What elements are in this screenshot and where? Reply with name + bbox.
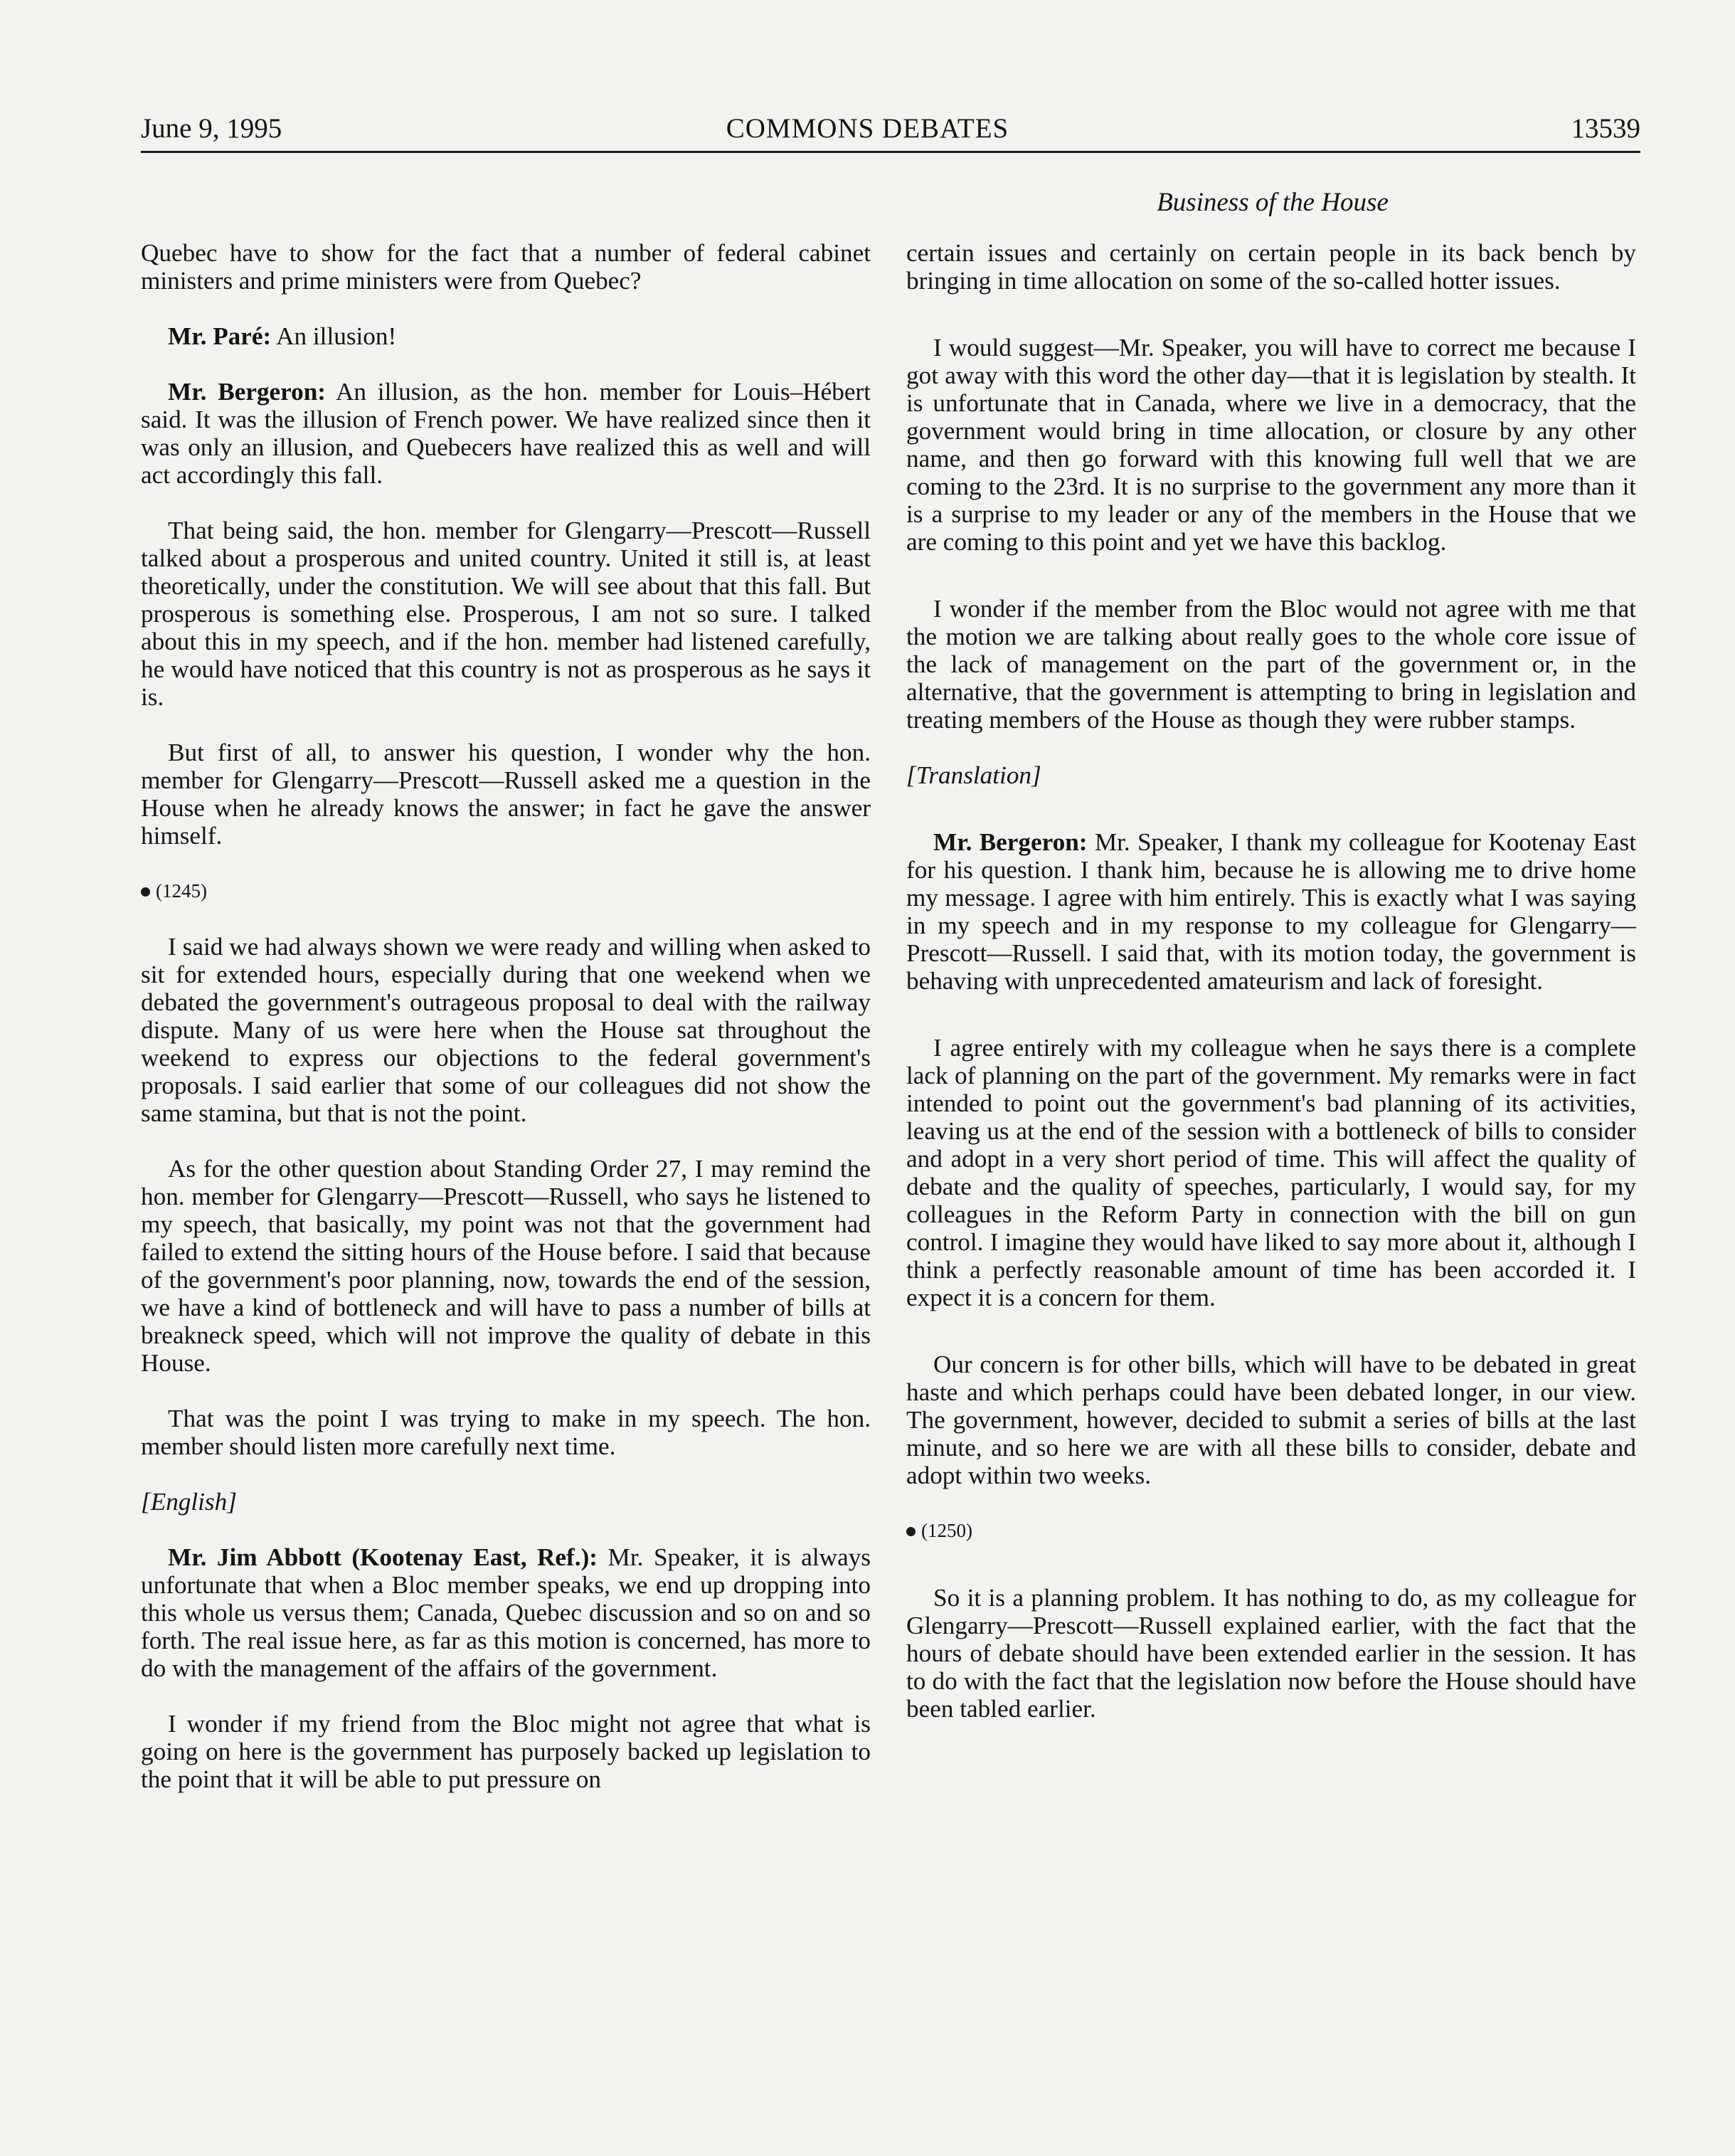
time-marker — [906, 1517, 1636, 1545]
language-marker: [English] — [141, 1488, 237, 1516]
bullet-icon — [141, 887, 150, 897]
speaker-name: Mr. Bergeron: — [933, 828, 1088, 856]
language-name: Translation — [916, 761, 1032, 789]
paragraph: I agree entirely with my colleague when he says there is a complete lack of planning on the part of the government. My remarks were in fact intended to point out the government's bad planning of its activities, leaving us at the end of the session with a bottleneck of bills to consider and adopt in a very short period of time. This will affect the quality of debate and the quality of speeches, particularly, I would say, for my colleagues in the Reform Party in connection with the bill on gun control. I imagine they would have liked to say more about it, although I think a perfectly reasonable amount of time has been accorded it. I expect it is a concern for them. — [906, 1034, 1636, 1311]
speaker-name: Mr. Bergeron: — [168, 378, 327, 406]
section-title: Business of the House — [1157, 188, 1389, 217]
paragraph: That was the point I was trying to make in my speech. The hon. member should listen more carefully next time. — [141, 1405, 871, 1460]
speech-text: An illusion! — [271, 322, 397, 350]
paragraph: Quebec have to show for the fact that a number of federal cabinet ministers and prime ministers were from Quebec? — [141, 239, 871, 295]
paragraph — [141, 378, 871, 489]
paragraph: That being said, the hon. member for Glengarry—Prescott—Russell talked about a prosperous and united country. United it still is, at least theoretically, under the constitution. We will see about that this fall. But prosperous is something else. Prosperous, I am not so sure. I talked about this in my speech, and if the hon. member had listened carefully, he would have noticed that this country is not as prosperous as he says it is. — [141, 517, 871, 711]
time-marker-text: (1250) — [921, 1520, 972, 1541]
time-marker — [141, 877, 871, 905]
paragraph: But first of all, to answer his question, I wonder why the hon. member for Glengarry—Prescott—Russell asked me a question in the House when he already knows the answer; in fact he gave the answer himself. — [141, 739, 871, 850]
time-marker-text: (1245) — [156, 880, 207, 902]
speech-text: An illusion, as the hon. member for Louis–Hébert said. It was the illusion of French power. We have realized since then it was only an illusion, and Quebecers have realized this as well and will act accordingly this fall. — [141, 378, 871, 489]
paragraph: Our concern is for other bills, which will have to be debated in great haste and which perhaps could have been debated longer, in our view. The government, however, decided to submit a series of bills at the last minute, and so here we are with all these bills to consider, debate and adopt within two weeks. — [906, 1351, 1636, 1489]
left-column — [141, 239, 871, 1821]
paragraph — [141, 322, 871, 350]
language-marker: [Translation] — [906, 761, 1041, 789]
header-page-number: 13539 — [1571, 113, 1640, 144]
language-name: English — [150, 1488, 228, 1516]
bullet-icon — [906, 1527, 916, 1536]
paragraph: I would suggest—Mr. Speaker, you will have to correct me because I got away with this word the other day—that it is legislation by stealth. It is unfortunate that in Canada, where we live in a democracy, that the government would bring in time allocation, or closure by any other name, and then go forward with this knowing full well that we are coming to the 23rd. It is no surprise to the government any more than it is a surprise to my leader or any of the members in the House that we are coming to this point and yet we have this backlog. — [906, 334, 1636, 556]
header-date: June 9, 1995 — [141, 113, 282, 144]
paragraph: certain issues and certainly on certain people in its back bench by bringing in time allocation on some of the so-called hotter issues. — [906, 239, 1636, 295]
header-title: COMMONS DEBATES — [726, 113, 1009, 144]
paragraph — [141, 1543, 871, 1682]
speech-text: Mr. Speaker, it is always unfortunate that when a Bloc member speaks, we end up dropping into this whole us versus them; Canada, Quebec discussion and so on and so forth. The real issue here, as far as this motion is concerned, has more to do with the management of the affairs of the government. — [141, 1543, 871, 1682]
header-rule — [141, 151, 1640, 153]
speaker-name: Mr. Paré: — [168, 322, 272, 350]
paragraph — [906, 828, 1636, 995]
right-column — [906, 239, 1636, 1750]
paragraph: So it is a planning problem. It has nothing to do, as my colleague for Glengarry—Prescott—Russell explained earlier, with the fact that the hours of debate should have been extended earlier in the session. It has to do with the fact that the legislation now before the House should have been tabled earlier. — [906, 1584, 1636, 1723]
speaker-name: Mr. Jim Abbott (Kootenay East, Ref.): — [168, 1543, 598, 1571]
paragraph: I wonder if my friend from the Bloc might not agree that what is going on here is the government has purposely backed up legislation to the point that it will be able to put pressure on — [141, 1710, 871, 1793]
paragraph: I said we had always shown we were ready and willing when asked to sit for extended hours, especially during that one weekend when we debated the government's outrageous proposal to deal with the railway dispute. Many of us were here when the House sat throughout the weekend to express our objections to the federal government's proposals. I said earlier that some of our colleagues did not show the same stamina, but that is not the point. — [141, 933, 871, 1127]
speech-text: Mr. Speaker, I thank my colleague for Kootenay East for his question. I thank him, because he is allowing me to drive home my message. I agree with him entirely. This is exactly what I was saying in my speech and in my response to my colleague for Glengarry—Prescott—Russell. I said that, with its motion today, the government is behaving with unprecedented amateurism and lack of foresight. — [906, 828, 1636, 995]
paragraph: I wonder if the member from the Bloc would not agree with me that the motion we are talking about really goes to the whole core issue of the lack of management on the part of the government or, in the alternative, that the government is attempting to bring in legislation and treating members of the House as though they were rubber stamps. — [906, 595, 1636, 734]
paragraph: As for the other question about Standing Order 27, I may remind the hon. member for Glengarry—Prescott—Russell, who says he listened to my speech, that basically, my point was not that the government had failed to extend the sitting hours of the House before. I said that because of the government's poor planning, now, towards the end of the session, we have a kind of bottleneck and will have to pass a number of bills at breakneck speed, which will not improve the quality of debate in this House. — [141, 1155, 871, 1377]
